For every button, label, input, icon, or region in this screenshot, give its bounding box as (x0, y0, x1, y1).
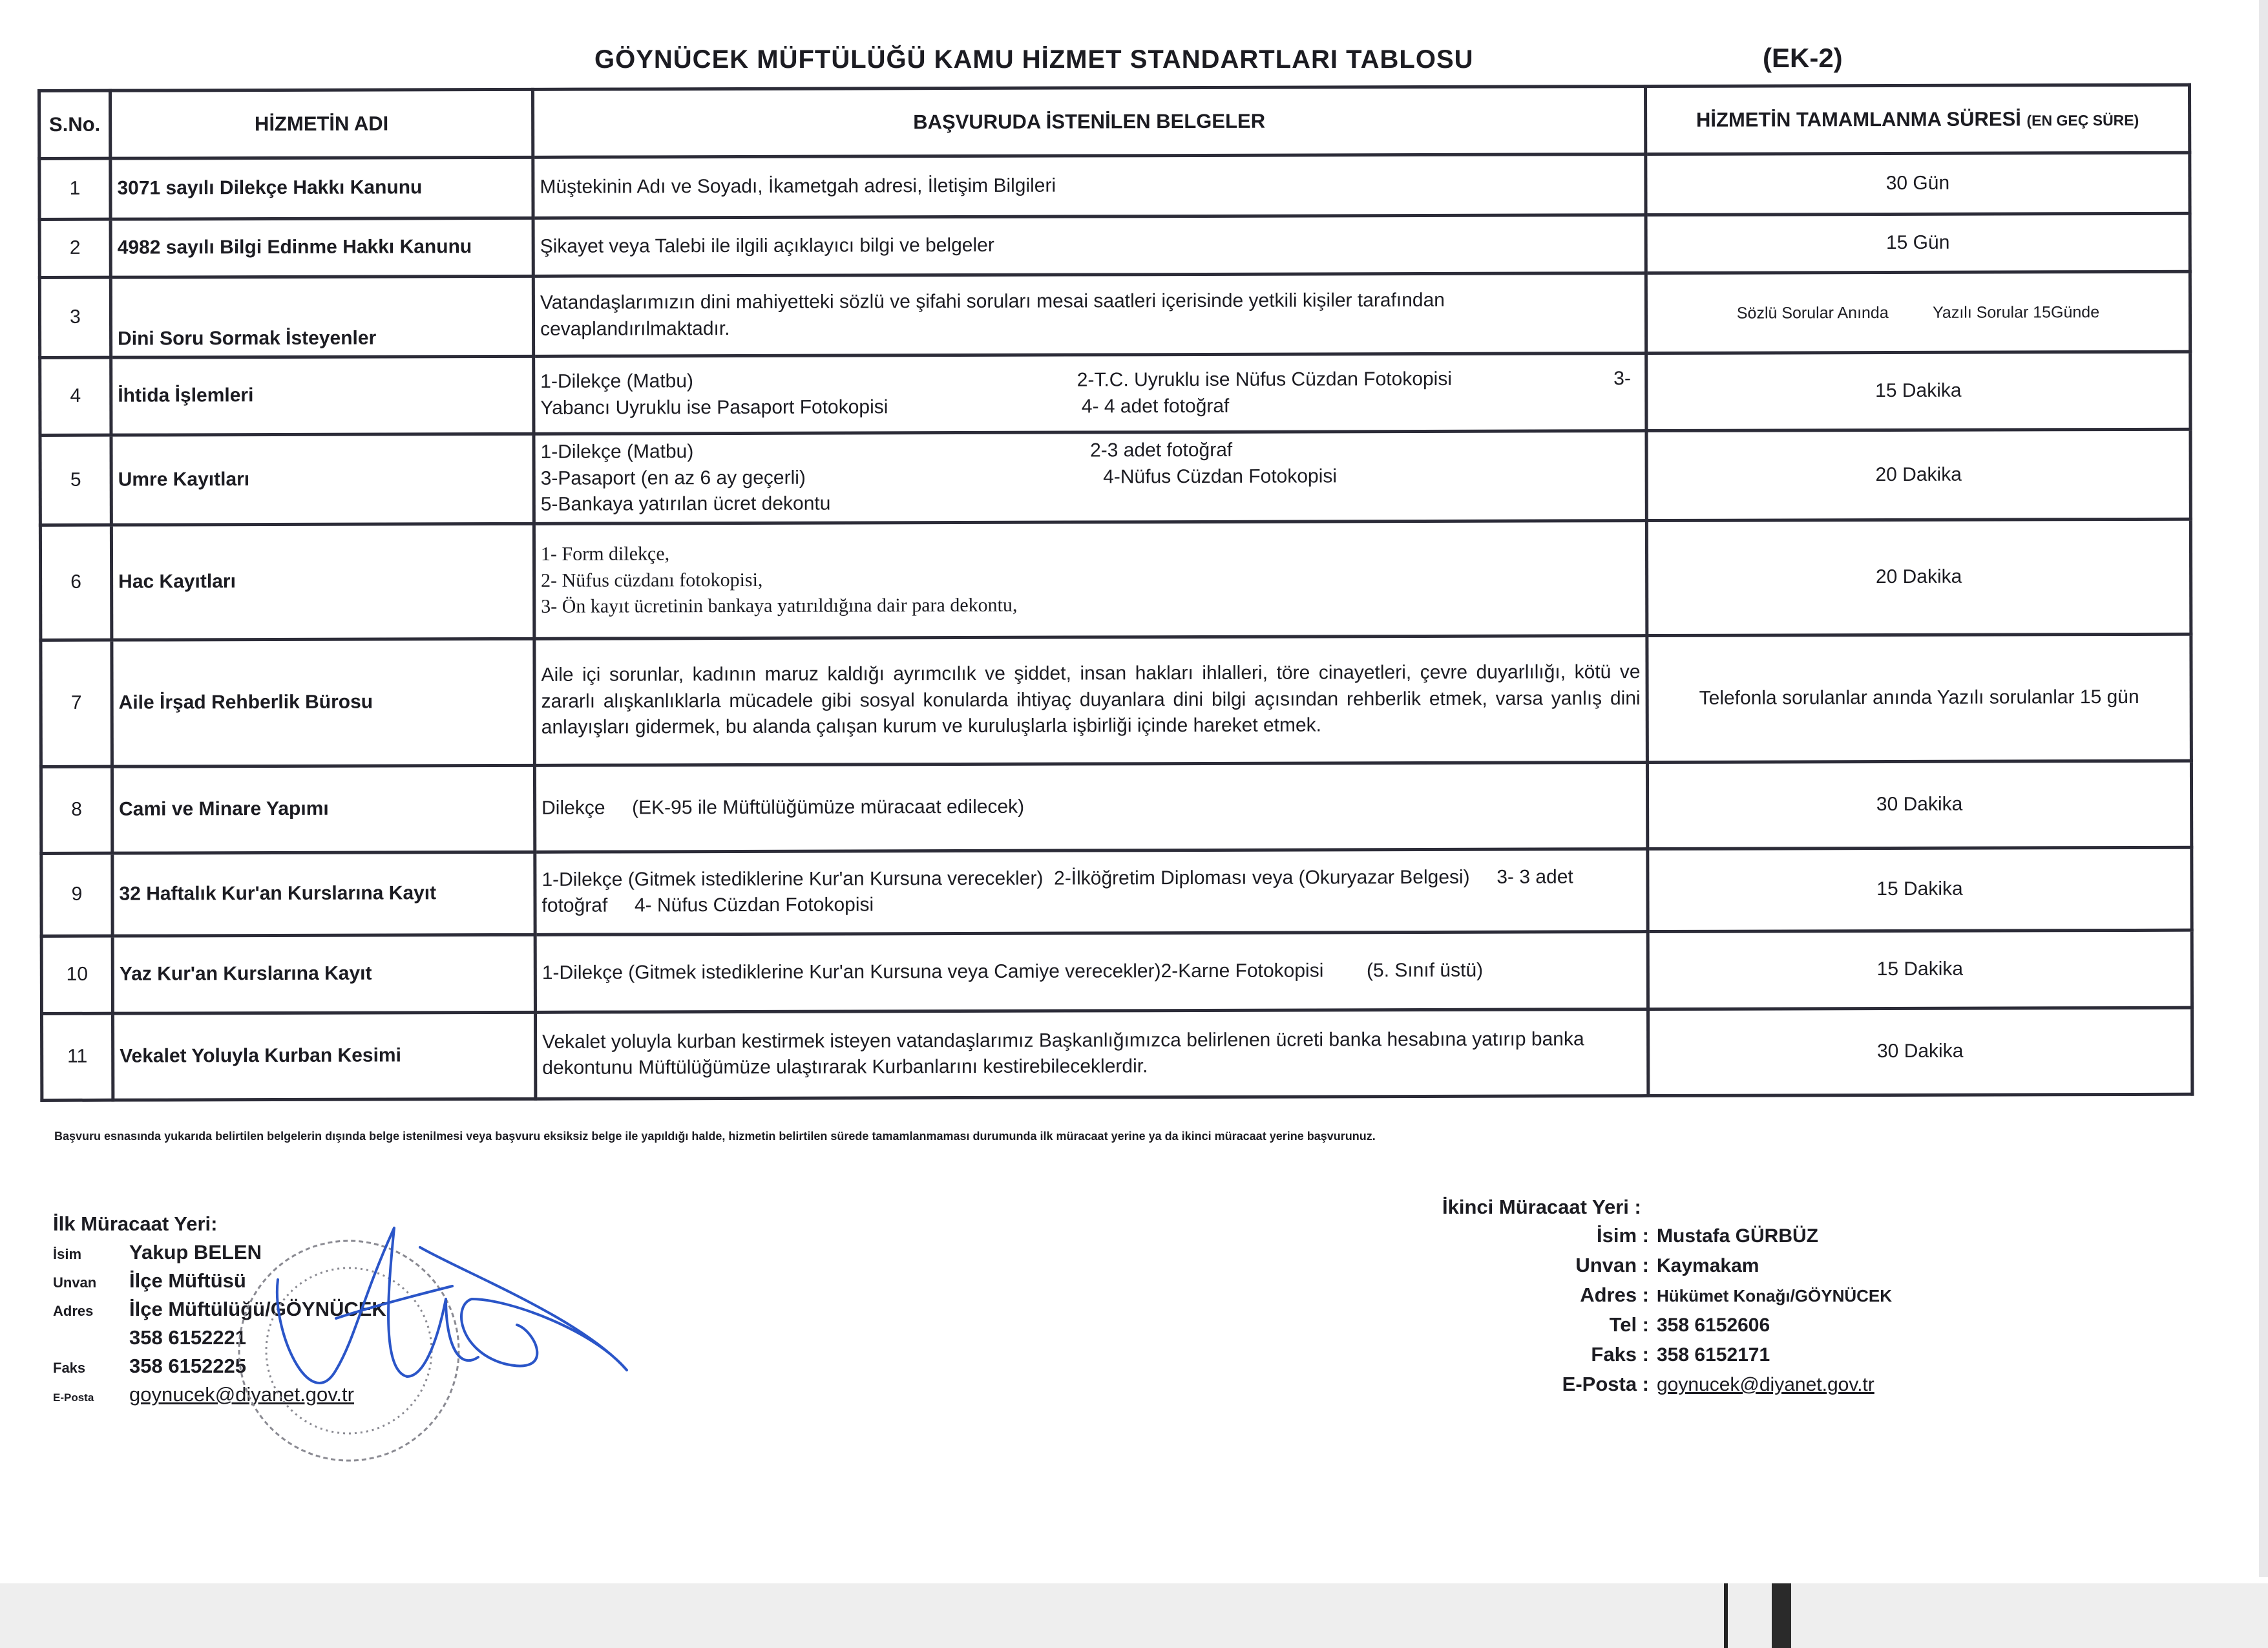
fax-label: Faks (53, 1360, 86, 1376)
row-number: 10 (41, 936, 112, 1013)
row-number: 5 (40, 435, 111, 525)
document-item: 4-Nüfus Cüzdan Fotokopisi (1103, 465, 1338, 487)
row-number: 7 (41, 640, 112, 766)
title-label: Unvan (53, 1274, 97, 1291)
service-name: Aile İrşad Rehberlik Bürosu (112, 639, 535, 766)
service-name: 4982 sayılı Bilgi Edinme Hakkı Kanunu (110, 218, 533, 277)
required-documents: Vekalet yoluyla kurban kestirmek isteyen vatandaşlarımız Başkanlığımızca belirlenen ücreti banka hesabına yatırıp banka dekontunu Müftülüğümüze ulaştırarak Kurbanlarını kestirebileceklerdir. (535, 1009, 1648, 1099)
service-name: Cami ve Minare Yapımı (112, 765, 534, 853)
documents-line (540, 392, 1639, 421)
row-number: 3 (39, 277, 110, 357)
row-number: 4 (40, 357, 111, 435)
row-number: 8 (41, 766, 112, 853)
second-contact-address-row (1442, 1284, 1892, 1313)
annex-label: (EK-2) (1763, 43, 1843, 73)
required-documents: 1-Dilekçe (Gitmek istediklerine Kur'an Kursuna verecekler) 2-İlköğretim Diploması veya (Okuryazar Belgesi) 3- 3 adet fotoğraf 4- Nüfus Cüzdan Fotokopisi (535, 849, 1648, 935)
required-documents: Dilekçe (EK-95 ile Müftülüğümüze müracaat edilecek) (534, 762, 1647, 852)
document-item: 2-T.C. Uyruklu ise Nüfus Cüzdan Fotokopisi (1076, 368, 1453, 391)
second-contact-fax-row (1442, 1343, 1892, 1373)
address-value: Hükümet Konağı/GÖYNÜCEK (1657, 1286, 1893, 1305)
header-service-name: HİZMETİN ADI (110, 89, 533, 158)
completion-time: 30 Dakika (1647, 761, 2191, 849)
document-item: 5-Bankaya yatırılan ücret dekontu (540, 492, 831, 515)
table-row (39, 213, 2190, 277)
required-documents (534, 431, 1646, 523)
documents-spacer (1613, 392, 1639, 419)
documents-line (541, 436, 1640, 465)
completion-time: 15 Gün (1646, 213, 2190, 273)
document-item: 1-Dilekçe (Matbu) (540, 370, 694, 392)
completion-time: 20 Dakika (1646, 519, 2190, 635)
document-item: 3-Pasaport (en az 6 ay geçerli) (540, 467, 806, 489)
fax-value: 358 6152225 (129, 1355, 247, 1377)
service-name: 32 Haftalık Kur'an Kurslarına Kayıt (112, 852, 535, 936)
email-link[interactable]: goynucek@diyanet.gov.tr (129, 1383, 354, 1406)
header-no: S.No. (39, 90, 110, 158)
scan-mark (1724, 1583, 1728, 1648)
title-value: Kaymakam (1657, 1255, 1759, 1276)
name-label: İsim : (1597, 1224, 1649, 1247)
email-label: E-Posta (53, 1391, 94, 1404)
header-required-documents: BAŞVURUDA İSTENİLEN BELGELER (533, 87, 1646, 158)
completion-time-written: Yazılı Sorular 15Günde (1933, 303, 2100, 322)
required-documents: Vatandaşlarımızın dini mahiyetteki sözlü ve şifahi soruları mesai saatleri içerisinde yetkili kişiler tarafından cevaplandırılmaktadır. (533, 273, 1646, 357)
name-value: Mustafa GÜRBÜZ (1657, 1225, 1819, 1247)
document-item: 2- Nüfus cüzdanı fotokopisi, (541, 569, 763, 591)
header-completion-time-label: HİZMETİN TAMAMLANMA SÜRESİ (1696, 107, 2021, 131)
table-row (41, 634, 2192, 766)
fax-label: Faks : (1591, 1343, 1649, 1366)
row-number: 2 (39, 219, 110, 277)
email-link[interactable]: goynucek@diyanet.gov.tr (1657, 1374, 1874, 1395)
table-row (40, 352, 2190, 435)
row-number: 6 (40, 525, 111, 640)
phone-value: 358 6152606 (1657, 1315, 1770, 1336)
required-documents: 1-Dilekçe (Gitmek istediklerine Kur'an Kursuna veya Camiye verecekler)2-Karne Fotokopisi (5. Sınıf üstü) (535, 931, 1648, 1012)
phone-value: 358 6152221 (129, 1326, 247, 1349)
address-value: İlçe Müftülüğü/GÖYNÜCEK (129, 1298, 386, 1320)
completion-time: 15 Dakika (1648, 930, 2192, 1009)
name-label: İsim (53, 1246, 82, 1262)
official-stamp (239, 1241, 459, 1461)
first-contact-heading: İlk Müracaat Yeri: (53, 1212, 218, 1235)
service-name: Hac Kayıtları (111, 523, 534, 640)
header-completion-time-note: (EN GEÇ SÜRE) (2026, 111, 2139, 129)
completion-time: 30 Gün (1646, 153, 2190, 215)
row-number: 1 (39, 158, 110, 219)
header-completion-time (1645, 85, 2189, 154)
completion-time: Telefonla sorulanlar anında Yazılı sorulanlar 15 gün (1647, 634, 2192, 762)
table-row (41, 847, 2192, 936)
second-contact-phone-row (1442, 1313, 1892, 1343)
address-label: Adres (53, 1303, 94, 1319)
second-contact-name-row (1442, 1224, 1892, 1254)
table-row (40, 429, 2190, 525)
service-name: İhtida İşlemleri (111, 356, 534, 435)
name-value: Yakup BELEN (129, 1241, 262, 1263)
service-name: Yaz Kur'an Kurslarına Kayıt (112, 935, 535, 1013)
completion-time (1646, 271, 2190, 353)
documents-line (540, 366, 1639, 395)
row-number: 11 (41, 1013, 112, 1100)
fax-value: 358 6152171 (1657, 1344, 1770, 1366)
second-contact-heading: İkinci Müracaat Yeri : (1442, 1196, 1641, 1218)
second-contact-title-row (1442, 1254, 1892, 1284)
signature (277, 1228, 627, 1383)
phone-label: Tel : (1609, 1313, 1649, 1336)
title-label: Unvan : (1575, 1254, 1649, 1276)
scan-mark (1772, 1583, 1791, 1648)
application-note: Başvuru esnasında yukarıda belirtilen belgelerin dışında belge istenilmesi veya başvuru eksiksiz belge ile yapıldığı halde, hizmetin belirtilen sürede tamamlanmaması durumunda ilk müracaat yerine ya da ikinci müracaat yerine başvurunuz. (54, 1130, 1376, 1143)
second-contact-block (1442, 1196, 1892, 1402)
document-item: 1- Form dilekçe, (540, 543, 670, 565)
service-name: Umre Kayıtları (111, 434, 534, 524)
stamp-and-signature (233, 1202, 646, 1486)
table-row (40, 519, 2190, 640)
second-contact-email-row (1442, 1373, 1892, 1402)
table-row (41, 930, 2192, 1013)
scan-bottom-band (0, 1583, 2268, 1648)
page-edge (2259, 0, 2268, 1577)
completion-time: 15 Dakika (1646, 352, 2190, 430)
service-name: Dini Soru Sormak İsteyenler (110, 276, 533, 357)
completion-time-oral: Sözlü Sorular Anında (1736, 304, 1889, 322)
required-documents: Aile içi sorunlar, kadının maruz kaldığı ayrımcılık ve şiddet, insan hakları ihlalleri, töre cinayetleri, çevre duyarlılığı, kötü ve zararlı alışkanlıklarla mücadele gibi sosyal konularda ihtiyaç duyanlara dini bilgi açısından rehberlik etmek, varsa yanlış dini anlayışları gidermek, bu alanda çalışan kurum ve kuruluşlarla işbirliği içinde hareket etmek. (534, 635, 1648, 765)
table-row (39, 271, 2190, 357)
service-standards-table (37, 83, 2194, 1102)
table-row (41, 761, 2191, 853)
table-row (39, 153, 2190, 219)
service-name: 3071 sayılı Dilekçe Hakkı Kanunu (110, 157, 533, 219)
document-item: 3- Ön kayıt ücretinin bankaya yatırıldığına dair para dekontu, (541, 595, 1018, 618)
table-header-row (39, 85, 2190, 158)
required-documents: Şikayet veya Talebi ile ilgili açıklayıcı bilgi ve belgeler (533, 215, 1646, 277)
row-number: 9 (41, 853, 112, 936)
table-row (41, 1008, 2192, 1100)
email-label: E-Posta : (1562, 1373, 1649, 1395)
title-value: İlçe Müftüsü (129, 1269, 246, 1292)
document-item: 2-3 adet fotoğraf (1090, 439, 1233, 461)
documents-line (541, 463, 1640, 492)
document-item: 4- 4 adet fotoğraf (1081, 395, 1230, 417)
completion-time: 20 Dakika (1646, 429, 2190, 520)
required-documents: Müştekinin Adı ve Soyadı, İkametgah adresi, İletişim Bilgileri (533, 154, 1646, 218)
document-title: GÖYNÜCEK MÜFTÜLÜĞÜ KAMU HİZMET STANDARTLARI TABLOSU (594, 45, 1474, 74)
service-name: Vekalet Yoluyla Kurban Kesimi (112, 1012, 535, 1100)
document-item: Yabancı Uyruklu ise Pasaport Fotokopisi (540, 396, 888, 419)
required-documents (534, 520, 1646, 639)
document-item: 1-Dilekçe (Matbu) (540, 441, 694, 463)
completion-time: 15 Dakika (1648, 847, 2192, 931)
address-label: Adres : (1580, 1284, 1649, 1306)
completion-time: 30 Dakika (1648, 1008, 2192, 1095)
required-documents (534, 354, 1646, 434)
document-item: 3- (1613, 368, 1631, 390)
